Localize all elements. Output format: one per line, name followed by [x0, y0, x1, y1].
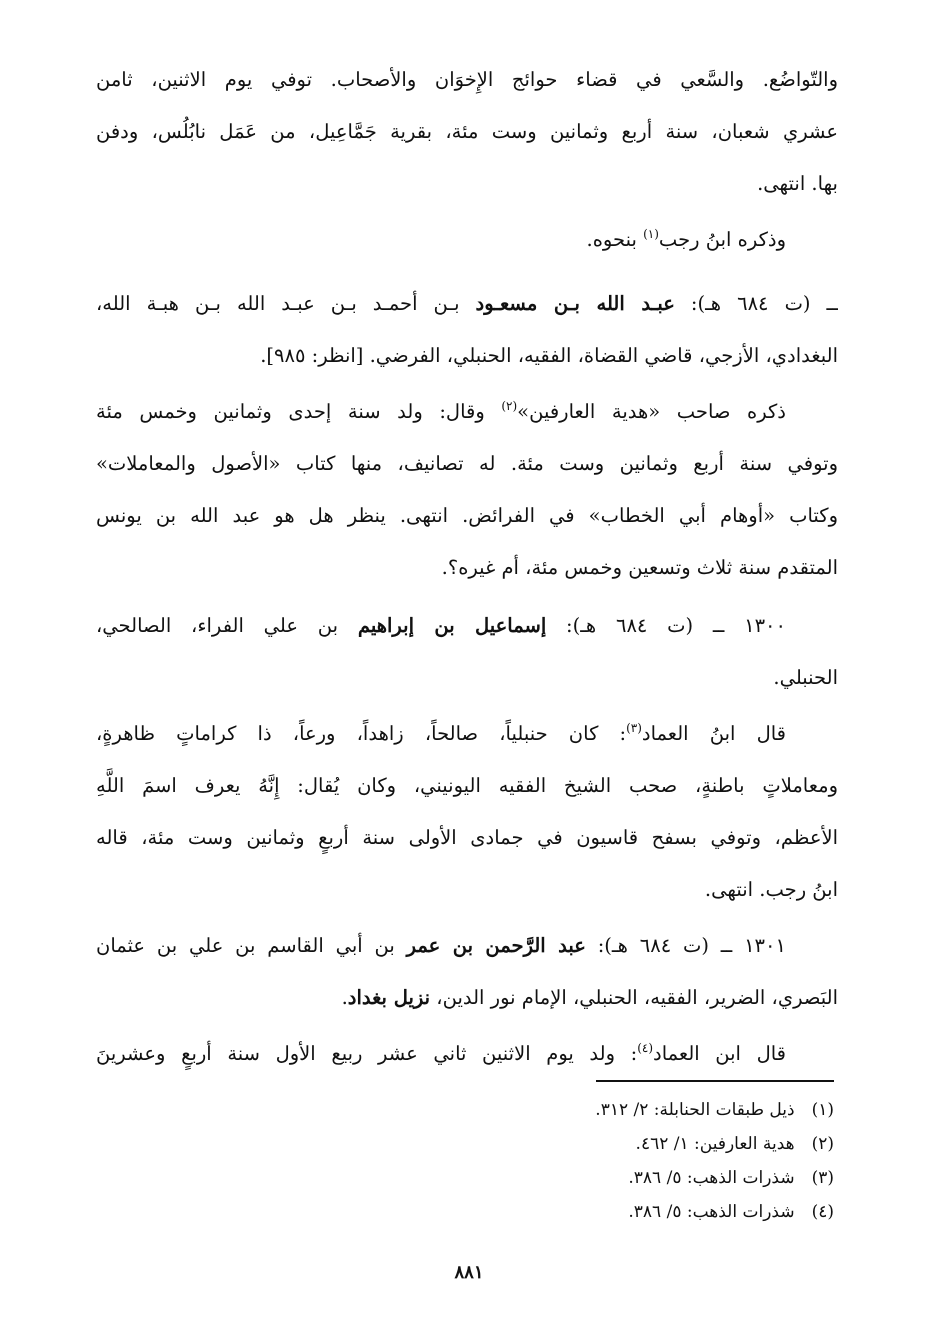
- text-line: وكتاب «أوهام أبي الخطاب» في الفرائض. انتهى. ينظر هل هو عبد الله بن يونس: [96, 504, 838, 527]
- text-run: : كان حنبلياً، صالحاً، زاهداً، ورعاً، ذا كراماتٍ ظاهرةٍ،: [96, 722, 627, 745]
- entry-lineage: بن أبي القاسم بن علي بن عثمان: [96, 934, 407, 957]
- entry-heading-line: [96, 928, 786, 964]
- text-run: وقال: ولد سنة إحدى وثمانين وخمس مئة: [96, 400, 502, 423]
- footnote: [636, 1130, 834, 1158]
- footnote-ref: (٣): [626, 721, 642, 735]
- text-line: بها. انتهى.: [757, 172, 838, 195]
- page-number: ٨٨١: [454, 1262, 484, 1283]
- residence-label: نزيل بغداد: [347, 986, 431, 1009]
- entry-lineage: بـن أحمـد بـن عبـد الله بـن هبـة الله،: [96, 292, 476, 315]
- footnote-number: (١): [811, 1100, 834, 1120]
- footnote: [628, 1198, 834, 1226]
- footnote-divider: [596, 1080, 834, 1082]
- text-line: [96, 1036, 786, 1072]
- footnote-text: شذرات الذهب: ٥/ ٣٨٦.: [628, 1168, 795, 1188]
- entry-name: عبـد الله بـن مسعـود: [475, 292, 675, 315]
- footnote-ref: (٤): [637, 1041, 654, 1055]
- footnote-text: ذيل طبقات الحنابلة: ٢/ ٣١٢.: [595, 1100, 795, 1120]
- text-line: [96, 716, 786, 752]
- text-run: ذكره صاحب «هدية العارفين»: [517, 400, 786, 423]
- footnote-ref: (١): [643, 227, 659, 241]
- entry-date: ــ (ت ٦٨٤ هـ):: [674, 292, 838, 315]
- text-run: قال ابنُ العماد: [641, 722, 786, 745]
- text-line: [96, 394, 786, 430]
- footnote-text: شذرات الذهب: ٥/ ٣٨٦.: [628, 1202, 795, 1222]
- entry-heading-line: [96, 286, 838, 322]
- text-line: والتّواضُع. والسَّعي في قضاء حوائج الإِخوَان والأصحاب. توفي يوم الاثنين، ثامن: [96, 68, 838, 91]
- text-line: [96, 980, 838, 1016]
- footnote-number: (٣): [811, 1168, 834, 1188]
- footnote-text: هدية العارفين: ١/ ٤٦٢.: [635, 1134, 795, 1154]
- text-line: عشري شعبان، سنة أربع وثمانين وست مئة، بقرية جَمَّاعِيل، من عَمَل نابُلُس، ودفن: [96, 120, 838, 143]
- entry-lineage: بن علي الفراء، الصالحي،: [96, 614, 358, 637]
- entry-heading-line: [96, 608, 786, 644]
- text-line: المتقدم سنة ثلاث وتسعين وخمس مئة، أم غيره؟.: [441, 556, 838, 579]
- text-line: الأعظم، وتوفي بسفح قاسيون في جمادى الأولى سنة أربعٍ وثمانين وست مئة، قاله: [96, 826, 838, 849]
- text-line: [96, 222, 786, 258]
- text-line: ومعاملاتٍ باطنةٍ، صحب الشيخ الفقيه اليونيني، وكان يُقال: إِنَّهُ يعرف اسمَ اللَّهِ: [96, 774, 838, 797]
- text-line: البغدادي، الأزجي، قاضي القضاة، الفقيه، الحنبلي، الفرضي. [انظر: ٩٨٥].: [260, 344, 838, 367]
- footnote: [595, 1096, 834, 1124]
- entry-name: إسماعيل بن إبراهيم: [357, 614, 547, 637]
- text-run: قال ابن العماد: [653, 1042, 786, 1065]
- text-run: .: [341, 986, 348, 1009]
- text-run: بنحوه.: [586, 228, 644, 251]
- text-run: البَصري، الضرير، الفقيه، الحنبلي، الإمام نور الدين،: [430, 986, 838, 1009]
- footnote-number: (٢): [811, 1134, 834, 1154]
- entry-number: ١٣٠١ ــ (ت ٦٨٤ هـ):: [585, 934, 786, 957]
- text-line: ابنُ رجب. انتهى.: [704, 878, 838, 901]
- text-run: : ولد يوم الاثنين ثاني عشر ربيع الأول سنة أربعٍ وعشرينَ: [96, 1042, 638, 1065]
- text-run: وذكره ابنُ رجب: [658, 228, 786, 251]
- text-line: وتوفي سنة أربع وثمانين وست مئة. له تصانيف، منها كتاب «الأصول والمعاملات»: [96, 452, 838, 475]
- entry-number: ١٣٠٠ ــ (ت ٦٨٤ هـ):: [546, 614, 786, 637]
- footnote-ref: (٢): [501, 399, 518, 413]
- text-line: الحنبلي.: [773, 666, 838, 689]
- footnote-number: (٤): [811, 1202, 834, 1222]
- entry-name: عبد الرَّحمن بن عمر: [406, 934, 586, 957]
- footnote: [628, 1164, 834, 1192]
